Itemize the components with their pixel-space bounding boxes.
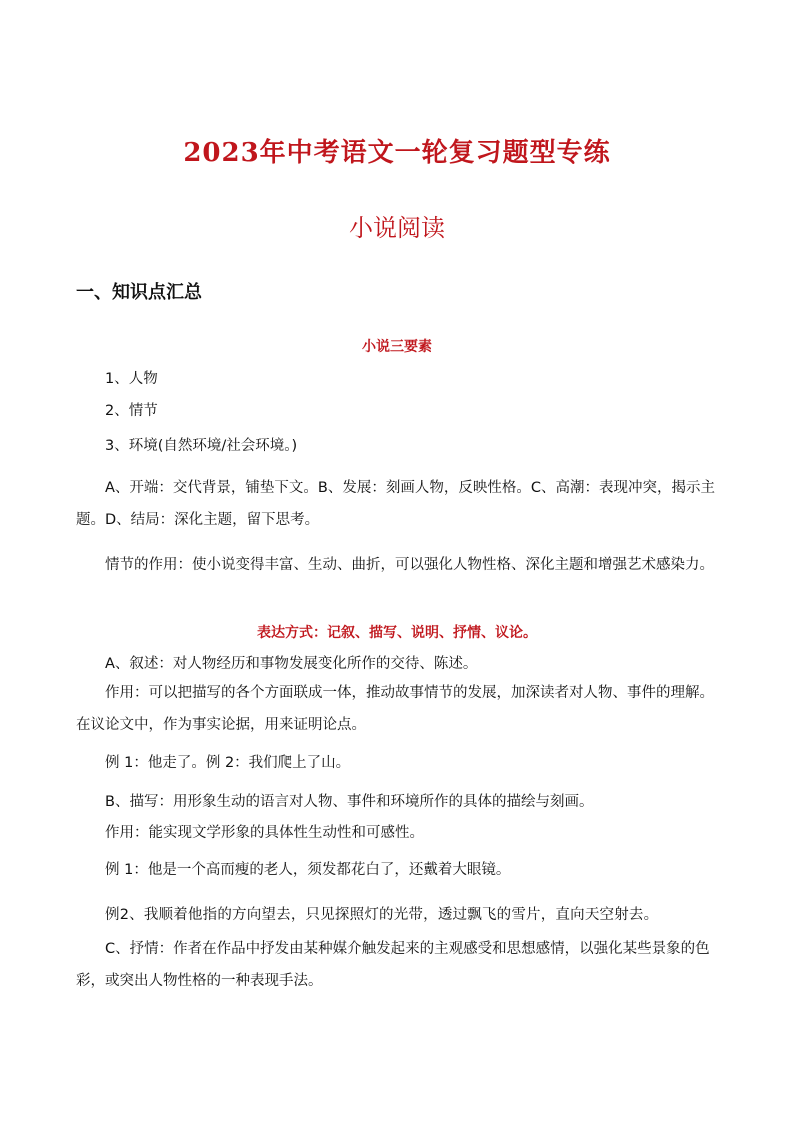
description-definition: B、描写：用形象生动的语言对人物、事件和环境所作的具体的描绘与刻画。 — [105, 794, 594, 810]
list-item-setting: 3、环境(自然环境/社会环境。) — [105, 438, 298, 454]
list-item-plot: 2、情节 — [105, 403, 158, 419]
document-title: 2023年中考语文一轮复习题型专练 — [183, 138, 611, 168]
narration-function-paragraph: 作用：可以把描写的各个方面联成一体，推动故事情节的发展，加深读者对人物、事件的理解。在议论文中，作为事实论据，用来证明论点。 — [76, 685, 714, 733]
narration-example: 例 1：他走了。例 2：我们爬上了山。 — [105, 755, 351, 771]
description-example-2: 例2、我顺着他指的方向望去，只见探照灯的光带，透过飘飞的雪片，直向天空射去。 — [105, 907, 659, 923]
narration-definition: A、叙述：对人物经历和事物发展变化所作的交待、陈述。 — [105, 656, 478, 672]
elements-heading: 小说三要素 — [362, 339, 432, 355]
lyric-definition-paragraph: C、抒情：作者在作品中抒发由某种媒介触发起来的主观感受和思想感情，以强化某些景象的色彩，或突出人物性格的一种表现手法。 — [76, 941, 710, 989]
list-item-character: 1、人物 — [105, 371, 158, 387]
document-subtitle: 小说阅读 — [349, 214, 445, 242]
description-function: 作用：能实现文学形象的具体性生动性和可感性。 — [105, 825, 424, 841]
description-example-1: 例 1：他是一个高而瘦的老人，须发都花白了，还戴着大眼镜。 — [105, 862, 511, 878]
expression-heading: 表达方式：记叙、描写、说明、抒情、议论。 — [257, 625, 537, 641]
plot-stages-paragraph: A、开端：交代背景，铺垫下文。B、发展：刻画人物，反映性格。C、高潮：表现冲突，揭示主题。D、结局：深化主题，留下思考。 — [76, 480, 715, 528]
section-heading: 一、知识点汇总 — [76, 282, 202, 303]
plot-function-paragraph: 情节的作用：使小说变得丰富、生动、曲折，可以强化人物性格、深化主题和增强艺术感染力。 — [105, 557, 714, 573]
